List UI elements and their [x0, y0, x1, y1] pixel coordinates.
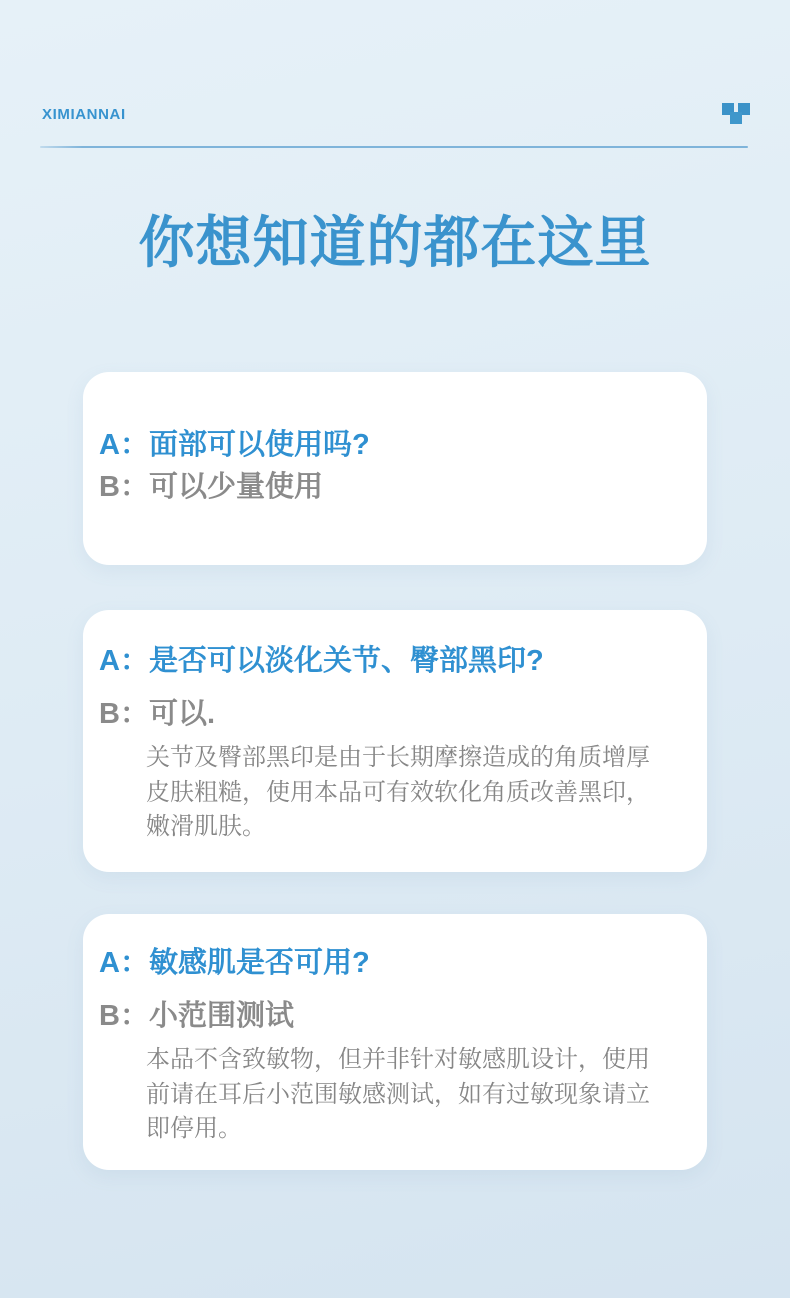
faq-card-1 — [83, 372, 707, 565]
answer-row — [99, 693, 677, 735]
question-row — [99, 640, 677, 682]
brand-square-bottom-icon — [730, 112, 742, 124]
answer-row — [99, 466, 677, 508]
question-text: 面部可以使用吗? — [148, 429, 370, 461]
question-label: A： — [99, 947, 149, 979]
answer-text: 可以. — [148, 698, 216, 730]
answer-label: B： — [99, 698, 149, 730]
answer-text: 小范围测试 — [148, 1000, 294, 1032]
answer-label: B： — [99, 471, 149, 503]
faq-card-2 — [83, 610, 707, 872]
brand-logo-text: XIMIANNAI — [42, 106, 126, 123]
question-row — [99, 424, 677, 466]
question-row — [99, 942, 677, 984]
question-text: 是否可以淡化关节、臀部黑印? — [148, 645, 544, 677]
header-divider — [40, 146, 748, 148]
brand-mark-icon — [722, 103, 750, 124]
question-text: 敏感肌是否可用? — [148, 947, 370, 979]
answer-row — [99, 995, 677, 1037]
answer-detail: 本品不含致敏物，但并非针对敏感肌设计，使用前请在耳后小范围敏感测试，如有过敏现象请立即停用。 — [146, 1046, 650, 1142]
question-label: A： — [99, 645, 149, 677]
answer-text: 可以少量使用 — [148, 471, 323, 503]
question-label: A： — [99, 429, 149, 461]
page-title: 你想知道的都在这里 — [138, 211, 652, 274]
answer-label: B： — [99, 1000, 149, 1032]
faq-card-3 — [83, 914, 707, 1170]
answer-detail: 关节及臀部黑印是由于长期摩擦造成的角质增厚皮肤粗糙，使用本品可有效软化角质改善黑印，嫩滑肌肤。 — [146, 744, 650, 840]
